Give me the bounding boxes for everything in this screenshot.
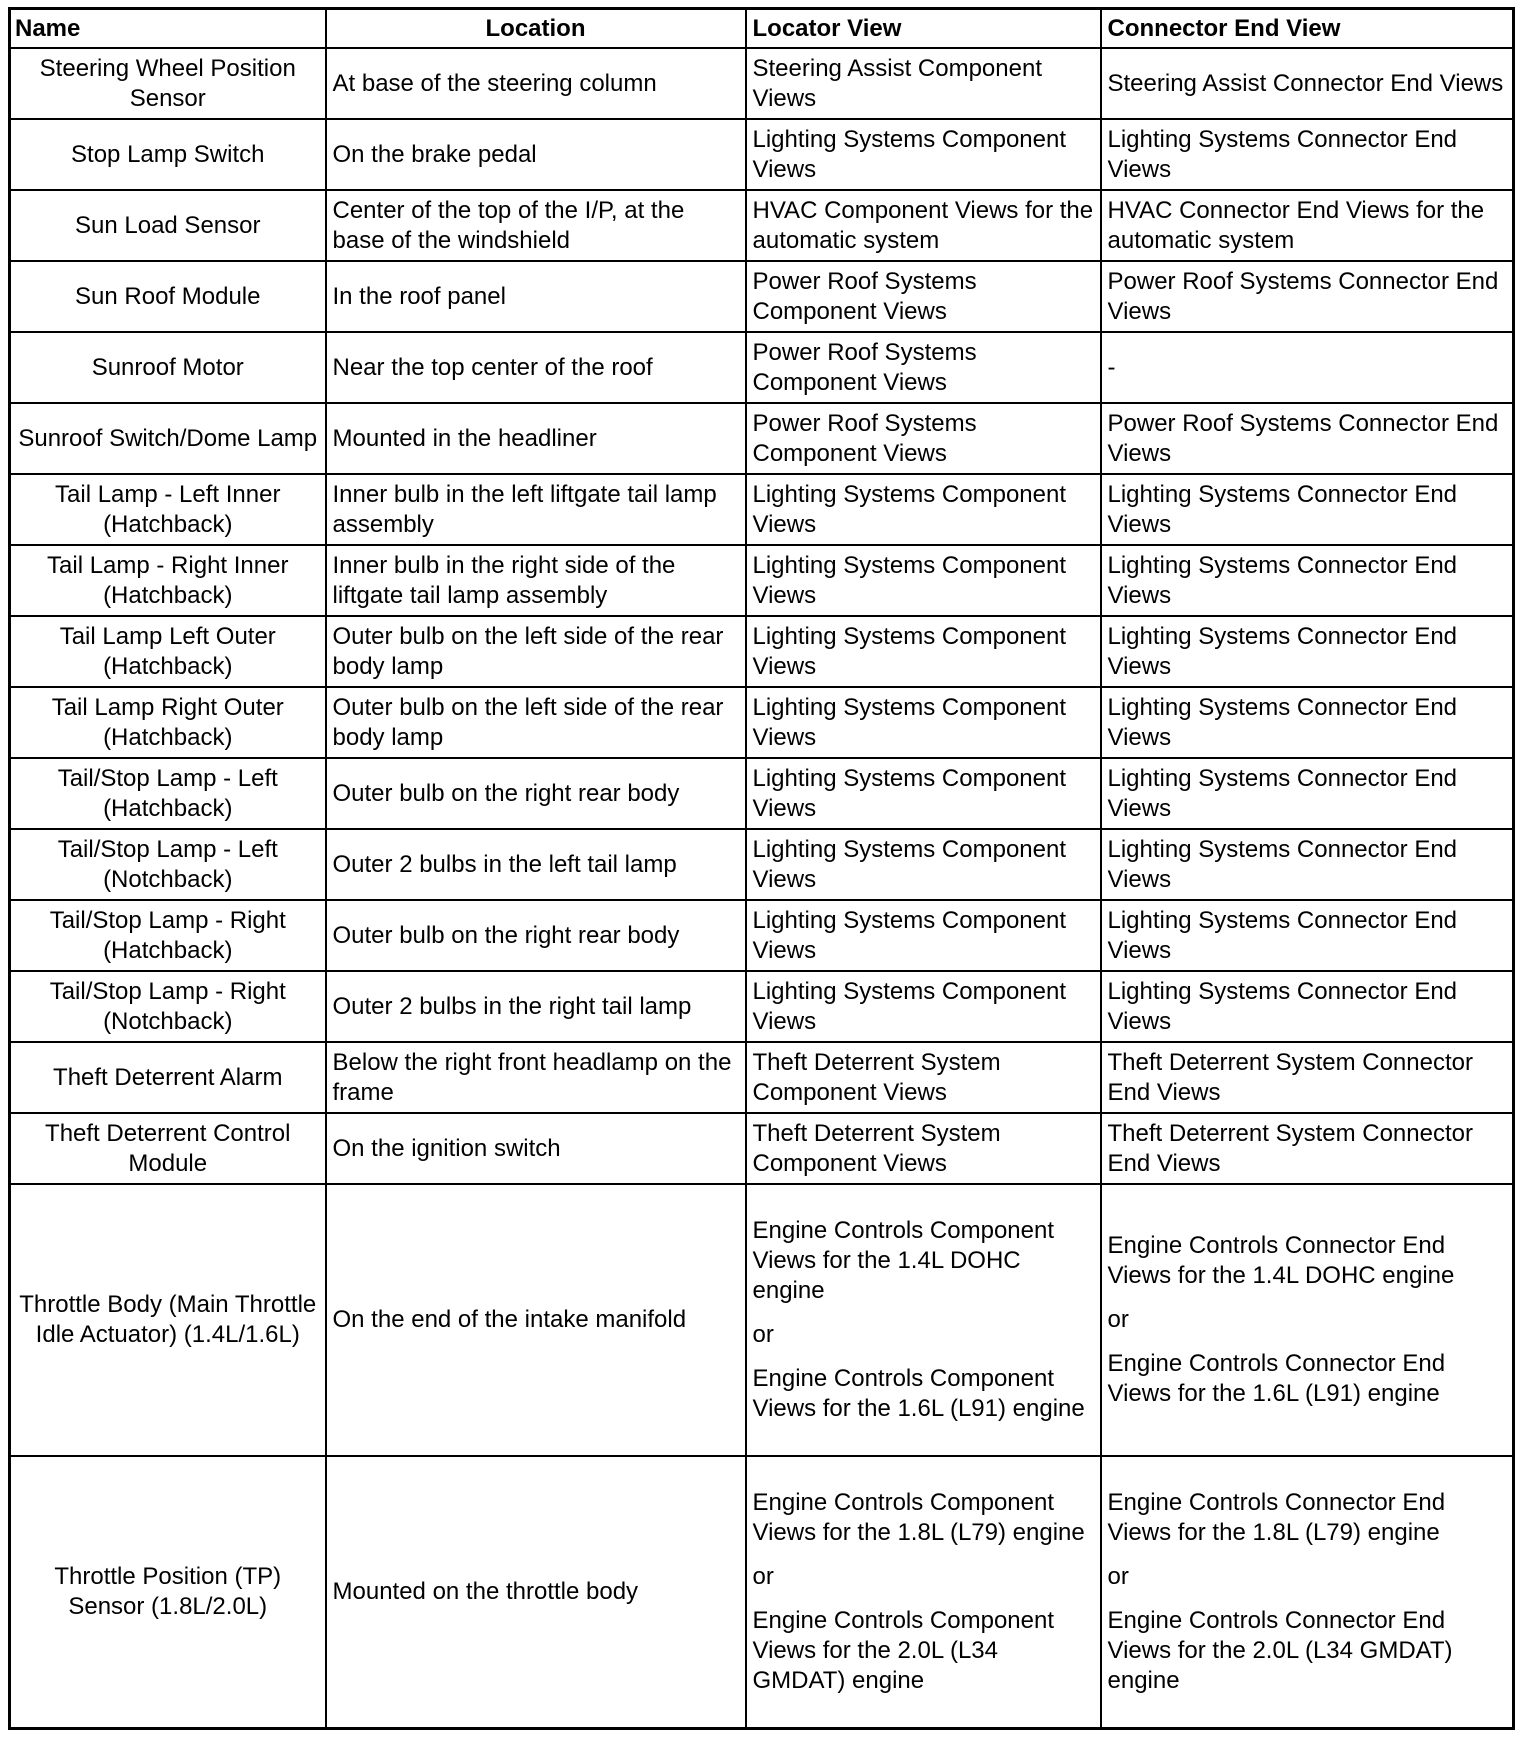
cell-location: At base of the steering column	[326, 48, 746, 119]
cell-location: Outer 2 bulbs in the left tail lamp	[326, 829, 746, 900]
table-row	[10, 119, 1514, 190]
cell-location: Mounted on the throttle body	[326, 1456, 746, 1729]
cell-connector-end-view: Steering Assist Connector End Views	[1101, 48, 1514, 119]
cell-locator-view: Lighting Systems Component Views	[746, 616, 1101, 687]
connector-view-option-1: Engine Controls Connector End Views for the 1.4L DOHC engine	[1107, 1232, 1455, 1289]
cell-name: Tail Lamp - Right Inner (Hatchback)	[10, 545, 326, 616]
cell-connector-end-view: Power Roof Systems Connector End Views	[1101, 403, 1514, 474]
cell-locator-view: Lighting Systems Component Views	[746, 900, 1101, 971]
cell-name: Theft Deterrent Alarm	[10, 1042, 326, 1113]
table-row	[10, 545, 1514, 616]
cell-connector-end-view: Theft Deterrent System Connector End Views	[1101, 1113, 1514, 1184]
cell-connector-end-view: Lighting Systems Connector End Views	[1101, 474, 1514, 545]
cell-name: Tail/Stop Lamp - Left (Notchback)	[10, 829, 326, 900]
locator-view-option-1: Engine Controls Component Views for the 1.8L (L79) engine	[752, 1489, 1085, 1546]
cell-name: Throttle Body (Main Throttle Idle Actuator) (1.4L/1.6L)	[10, 1184, 326, 1456]
or-separator: or	[1107, 1563, 1129, 1590]
cell-name: Sunroof Motor	[10, 332, 326, 403]
table-row	[10, 900, 1514, 971]
cell-connector-end-view: Power Roof Systems Connector End Views	[1101, 261, 1514, 332]
cell-location: On the end of the intake manifold	[326, 1184, 746, 1456]
cell-name: Tail Lamp Left Outer (Hatchback)	[10, 616, 326, 687]
cell-location: On the ignition switch	[326, 1113, 746, 1184]
cell-locator-view: Lighting Systems Component Views	[746, 829, 1101, 900]
cell-locator-view: Lighting Systems Component Views	[746, 119, 1101, 190]
cell-locator-view: Theft Deterrent System Component Views	[746, 1113, 1101, 1184]
cell-connector-end-view: Lighting Systems Connector End Views	[1101, 545, 1514, 616]
cell-location: Outer bulb on the left side of the rear body lamp	[326, 687, 746, 758]
cell-location: Mounted in the headliner	[326, 403, 746, 474]
cell-name: Sunroof Switch/Dome Lamp	[10, 403, 326, 474]
cell-name: Steering Wheel Position Sensor	[10, 48, 326, 119]
table-row	[10, 829, 1514, 900]
cell-connector-end-view: Lighting Systems Connector End Views	[1101, 119, 1514, 190]
cell-name: Sun Load Sensor	[10, 190, 326, 261]
connector-view-option-1: Engine Controls Connector End Views for the 1.8L (L79) engine	[1107, 1489, 1446, 1546]
cell-name: Tail/Stop Lamp - Left (Hatchback)	[10, 758, 326, 829]
cell-locator-view: HVAC Component Views for the automatic system	[746, 190, 1101, 261]
connector-view-option-2: Engine Controls Connector End Views for the 2.0L (L34 GMDAT) engine	[1107, 1607, 1453, 1694]
cell-locator-view	[746, 1456, 1101, 1729]
table-row	[10, 758, 1514, 829]
cell-location: Below the right front headlamp on the frame	[326, 1042, 746, 1113]
cell-location: Inner bulb in the left liftgate tail lamp assembly	[326, 474, 746, 545]
cell-location: Center of the top of the I/P, at the base of the windshield	[326, 190, 746, 261]
cell-locator-view: Lighting Systems Component Views	[746, 687, 1101, 758]
cell-connector-end-view: HVAC Connector End Views for the automatic system	[1101, 190, 1514, 261]
or-separator: or	[1107, 1306, 1129, 1333]
cell-location: Inner bulb in the right side of the liftgate tail lamp assembly	[326, 545, 746, 616]
component-locator-table-container	[8, 7, 1512, 1730]
cell-name: Tail/Stop Lamp - Right (Hatchback)	[10, 900, 326, 971]
cell-name: Tail Lamp - Left Inner (Hatchback)	[10, 474, 326, 545]
cell-locator-view	[746, 1184, 1101, 1456]
table-row	[10, 1042, 1514, 1113]
cell-name: Stop Lamp Switch	[10, 119, 326, 190]
locator-view-option-2: Engine Controls Component Views for the 1.6L (L91) engine	[752, 1365, 1085, 1422]
table-row	[10, 1113, 1514, 1184]
cell-locator-view: Lighting Systems Component Views	[746, 474, 1101, 545]
table-row	[10, 616, 1514, 687]
header-connector-end-view: Connector End View	[1101, 9, 1514, 49]
table-row	[10, 687, 1514, 758]
cell-locator-view: Power Roof Systems Component Views	[746, 403, 1101, 474]
table-row	[10, 190, 1514, 261]
cell-location: On the brake pedal	[326, 119, 746, 190]
cell-locator-view: Lighting Systems Component Views	[746, 758, 1101, 829]
cell-locator-view: Theft Deterrent System Component Views	[746, 1042, 1101, 1113]
cell-name: Tail Lamp Right Outer (Hatchback)	[10, 687, 326, 758]
table-row	[10, 48, 1514, 119]
cell-connector-end-view: Lighting Systems Connector End Views	[1101, 616, 1514, 687]
header-row	[10, 9, 1514, 49]
cell-locator-view: Lighting Systems Component Views	[746, 971, 1101, 1042]
table-row	[10, 971, 1514, 1042]
cell-connector-end-view: Lighting Systems Connector End Views	[1101, 971, 1514, 1042]
cell-connector-end-view: Lighting Systems Connector End Views	[1101, 829, 1514, 900]
cell-connector-end-view	[1101, 1456, 1514, 1729]
cell-locator-view: Lighting Systems Component Views	[746, 545, 1101, 616]
cell-connector-end-view: -	[1101, 332, 1514, 403]
table-row-multi	[10, 1184, 1514, 1456]
header-locator-view: Locator View	[746, 9, 1101, 49]
cell-locator-view: Power Roof Systems Component Views	[746, 332, 1101, 403]
cell-location: Outer bulb on the right rear body	[326, 758, 746, 829]
cell-connector-end-view: Lighting Systems Connector End Views	[1101, 758, 1514, 829]
header-location: Location	[326, 9, 746, 49]
table-row-multi	[10, 1456, 1514, 1729]
locator-view-option-1: Engine Controls Component Views for the 1.4L DOHC engine	[752, 1217, 1055, 1304]
cell-name: Tail/Stop Lamp - Right (Notchback)	[10, 971, 326, 1042]
table-row	[10, 332, 1514, 403]
cell-location: Outer bulb on the left side of the rear body lamp	[326, 616, 746, 687]
locator-view-option-2: Engine Controls Component Views for the 2.0L (L34 GMDAT) engine	[752, 1607, 1055, 1694]
cell-name: Sun Roof Module	[10, 261, 326, 332]
cell-locator-view: Power Roof Systems Component Views	[746, 261, 1101, 332]
cell-locator-view: Steering Assist Component Views	[746, 48, 1101, 119]
cell-location: Outer 2 bulbs in the right tail lamp	[326, 971, 746, 1042]
table-row	[10, 474, 1514, 545]
cell-location: In the roof panel	[326, 261, 746, 332]
cell-connector-end-view: Theft Deterrent System Connector End Views	[1101, 1042, 1514, 1113]
cell-connector-end-view	[1101, 1184, 1514, 1456]
header-name: Name	[10, 9, 326, 49]
cell-location: Near the top center of the roof	[326, 332, 746, 403]
table-row	[10, 403, 1514, 474]
connector-view-option-2: Engine Controls Connector End Views for the 1.6L (L91) engine	[1107, 1350, 1446, 1407]
cell-location: Outer bulb on the right rear body	[326, 900, 746, 971]
cell-connector-end-view: Lighting Systems Connector End Views	[1101, 900, 1514, 971]
table-row	[10, 261, 1514, 332]
cell-name: Theft Deterrent Control Module	[10, 1113, 326, 1184]
cell-connector-end-view: Lighting Systems Connector End Views	[1101, 687, 1514, 758]
cell-name: Throttle Position (TP) Sensor (1.8L/2.0L)	[10, 1456, 326, 1729]
or-separator: or	[752, 1321, 774, 1348]
component-locator-table	[8, 7, 1515, 1730]
or-separator: or	[752, 1563, 774, 1590]
